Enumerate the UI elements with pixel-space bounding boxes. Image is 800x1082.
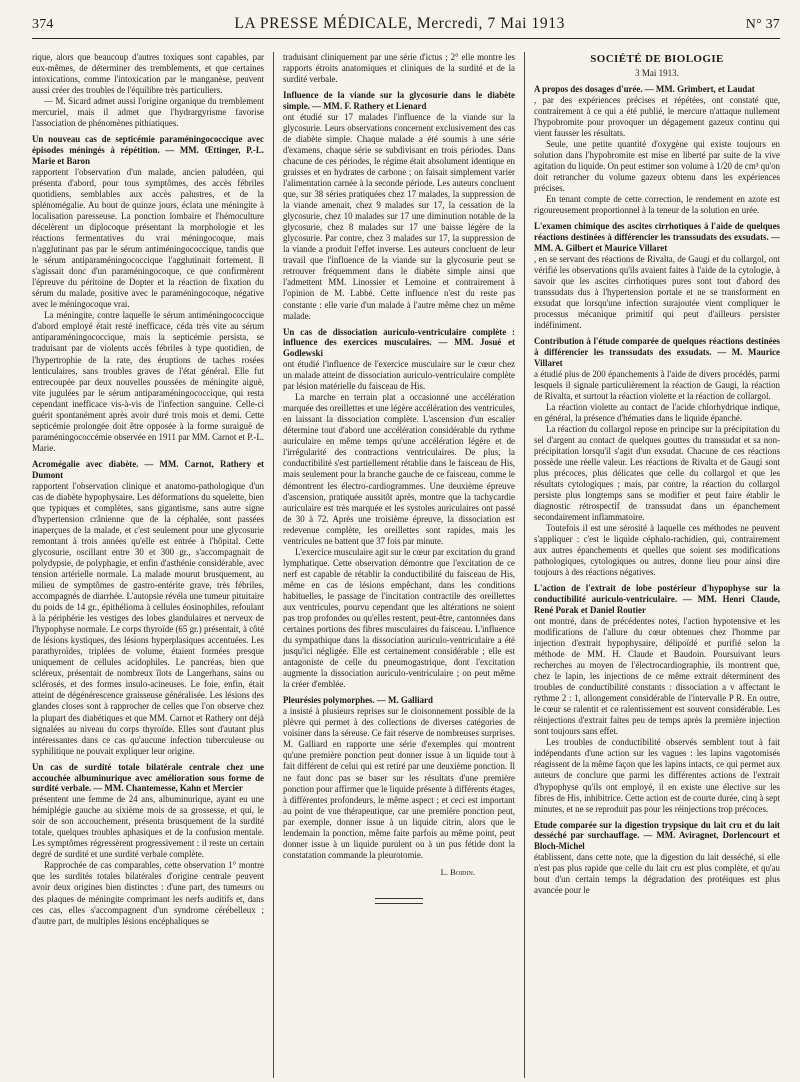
article-heading: Influence de la viande sur la glycosurie dans le diabète simple. — MM. F. Rathery et Lienard	[283, 90, 515, 111]
paragraph: présentent une femme de 24 ans, albuminurique, ayant eu une hémiplégie gauche au sixième mois de sa grossesse, et qui, le soir de son accouchement, présenta brusquement de la surdité totale, quelques troubles aphasiques et de la confusion mentale. Les symptômes régressèrent progressivement : il reste un certain degré de surdité et une surdité verbale complète.	[32, 794, 264, 860]
column-3	[534, 52, 780, 1082]
section-title: SOCIÉTÉ DE BIOLOGIE	[590, 53, 724, 65]
paragraph: a insisté à plusieurs reprises sur le cloisonnement possible de la plèvre qui permet à des collections de diverses catégories de voisiner dans la séreuse. Ce fait réserve de nombreuses surprises. M. Galliard en rapporte une série d'exemples qui montrent qu'une première ponction peut donner issue à un liquide tout à fait différent de celui qui est retiré par une deuxième ponction. Il ne faut donc pas se baser sur les résultats d'une première ponction pour affirmer que le liquide présente à différents étages, à différentes profondeurs, le même aspect ; et ceci est important au point de vue thérapeutique, car une première ponction peut, par exemple, donner issue à un liquide citrin, alors que le lendemain la ponction, même faite parfois au même point, peut donner issue à un liquide purulent ou à un pus fétide dont la constatation commande la pleurotomie.	[283, 706, 515, 860]
paragraph: Rapprochée de cas comparables, cette observation 1° montre que les surdités totales bilatérales d'origine centrale peuvent avoir deux origines bien distinctes : d'une part, des tumeurs ou des plaques de méningite comprimant les nerfs auditifs et, dans ces cas, elles s'accompagnent d'un syndrome cérébelleux ; d'autre part, de multiples lésions encéphaliques se	[32, 860, 264, 926]
article-heading: Etude comparée sur la digestion trypsique du lait cru et du lait desséché par surchauffage. — MM. Aviragnet, Dorlencourt et Bloch-Michel	[534, 819, 780, 852]
paragraph: — M. Sicard admet aussi l'origine organique du tremblement mercuriel, mais il admet que l'hydrargyrisme favorise l'association de phénomènes pithiatiques.	[32, 96, 264, 129]
article-heading: A propos des dosages d'urée. — MM. Grimbert, et Laudat	[534, 84, 755, 95]
paragraph: L'exercice musculaire agit sur le cœur par excitation du grand lymphatique. Cette observation démontre que l'excitation de ce nerf est capable de rétablir la conductibilité du faisceau de His, même en cas de lésions empêchant, dans les conditions habituelles, le passage de l'incitation contractile des oreillettes aux ventricules, pourvu cependant que les altérations ne soient pas trop profondes ou qu'elles restent, peut-être, cantonnées dans certaines portions des fibres musculaires du faisceau. L'influence du sympathique dans la dissociation auriculo-ventriculaire a été jusqu'ici négligée. Elle est certainement considérable ; elle est antagoniste de celle du pneumogastrique, dont l'excitation augmente la dissociation auriculo-ventriculaire ; on peut même la créer d'emblée.	[283, 546, 515, 690]
page-header	[32, 15, 780, 39]
column-2	[283, 52, 515, 1082]
paragraph: La réaction du collargol repose en principe sur la précipitation du sel d'argent au contact de quelques gouttes du transsudat et sa non-précipitation lorsqu'il s'agit d'un exsudat. Chacune de ces réactions possède une réelle valeur. Les réactions de Rivalta et de Gaugi sont plus précoces, plus délicates que celle du collargol et que les résultats cytologiques ; mais, par contre, la réaction du collargol persiste plus longtemps sans se modifier et peut faire établir le diagnostic rétrospectif de transsudat dans un épanchement secondairement inflammatoire.	[534, 423, 780, 523]
paragraph: Seule, une petite quantité d'oxygène qui existe toujours en solution dans l'hypobromite est mise en liberté par suite de la vive agitation du liquide. On peut estimer son volume à 1/20 de cm³ qu'on doit retrancher du volume gazeux obtenu dans les expériences précises.	[534, 139, 780, 194]
paragraph: établissent, dans cette note, que la digestion du lait desséché, si elle n'est pas plus rapide que celle du lait cru est plus complète, et qu'au bout d'un certain temps la dégradation des protéiques est plus avancée pour le	[534, 852, 780, 896]
article-heading: Pleurésies polymorphes. — M. Galliard	[283, 695, 433, 706]
section-ornament	[375, 898, 423, 904]
paragraph: Toutefois il est une sérosité à laquelle ces méthodes ne peuvent s'appliquer : c'est le liquide céphalo-rachidien, qui, contrairement aux autres épanchements et quelles que soient ses modifications pathologiques, cytologiques ou autres, donne lieu pour ainsi dire toujours à des réactions négatives.	[534, 523, 780, 578]
article-heading: L'examen chimique des ascites cirrhotiques à l'aide de quelques réactions destinées à différencier les transsudats des exsudats. — MM. A. Gilbert et Maurice Villaret	[534, 221, 780, 253]
paragraph: rapportent l'observation clinique et anatomo-pathologique d'un cas de diabète hypophysaire. Les déformations du squelette, bien que typiques et complètes, sans gigantisme, sans autre signe d'hypertension crânienne que de la céphalée, sont passées inaperçues de la malade, et c'est seulement pour une glycosurie remontant à trois années qu'elle est entrée à l'hôpital. Cette glycosurie, oscillant entre 30 et 300 gr., s'accompagnait de polydypsie, de polyphagie, et enfin d'asthénie considérable, avec tension artérielle normale. La malade mourut brusquement, au milieu de symptômes de gastro-entérite grave, très fébriles, accompagnés de diarrhée. L'autopsie révéla une tumeur pituitaire du poids de 14 gr., épithélioma à cellules éosinophiles, refoulant à la périphérie les vestiges des lobes glandulaires et nerveux de l'hypophyse normale. Le corps thyroïde (65 gr.) présentait, à côté de lésions kystiques, des lésions hyperplasiques accentuées. Les parathyroïdes, triplées de volume, étaient formées presque uniquement de cellules acidophiles. Le pancréas, bien que scléreux, présentait de nombreux îlots de Langerhans, sains ou sclérosés, et des formes insulo-acineuses. Le foie, enfin, était atteint de dégénérescence graisseuse généralisée. Les lésions des glandes closes sont à rapprocher de celles que l'on observe chez la plupart des diabétiques et que MM. Carnot et Rathery ont déjà signalées au niveau du corps thyroïde. Elles sont d'autant plus intéressantes dans ce cas qu'aucune infection tuberculeuse ou syphilitique ne pouvait expliquer leur origine.	[32, 480, 264, 756]
paragraph: , par des expériences précises et répétées, ont constaté que, contrairement à ce qui a été publié, le mercure n'attaque nullement l'hypobromite pour provoquer un dégagement gazeux continu qui vient fausser les résultats.	[534, 94, 780, 139]
article-heading: Un nouveau cas de septicémie paraméningococcique avec épisodes méningés à répétition. — MM. Œttinger, P.-L. Marie et Baron	[32, 134, 264, 166]
paragraph: ont étudié sur 17 malades l'influence de la viande sur la glycosurie. Leurs observations concernent exclusivement des cas de diabète simple. Chaque malade a été soumis à une série d'examens, chaque série se subdivisant en trois périodes. Dans chacune de ces périodes, le régime était absolument identique en graisses et en hydrates de carbone ; on faisait simplement varier l'alimentation carnée à la seconde période. Les auteurs concluent que, sur 38 séries pratiquées chez 17 malades, la suppression de la viande amenait, chez 9 malades sur 17, la cessation de la glycosurie, chez 10 malades sur 17 une diminution notable de la glycosurie, chez 8 malades sur 17 une baisse légère de la glycosurie. Par contre, chez 3 malades sur 17, la suppression de la viande a produit l'effet inverse. Les auteurs concluent de leur travail que l'influence de la viande sur la glycosurie peut se retrouver fréquemment dans le diabète simple ainsi que l'admettent MM. Linossier et Lemoine et contrairement à l'opinion de M. Labbé. Cette influence n'est du reste pas constante : elle varie d'un malade à l'autre même chez un même malade.	[283, 111, 515, 321]
article-heading: Contribution à l'étude comparée de quelques réactions destinées à différencier les transsudats des exsudats. — M. Maurice Villaret	[534, 336, 780, 368]
session-date: 3 Mai 1913.	[635, 68, 679, 79]
column-1	[32, 52, 264, 1082]
paragraph: La réaction violette au contact de l'acide chlorhydrique indique, en général, la présence d'hématies dans le liquide épanché.	[534, 401, 780, 423]
paragraph: En tenant compte de cette correction, le rendement en azote est rigoureusement proportionnel à la teneur de la solution en urée.	[534, 194, 780, 216]
paragraph: ont étudié l'influence de l'exercice musculaire sur le cœur chez un malade atteint de dissociation auriculo-ventriculaire complète par lésion matérielle du faisceau de His.	[283, 359, 515, 392]
paragraph: ont montré, dans de précédentes notes, l'action hypotensive et les modifications de l'allure du cœur obtenues chez l'homme par injection d'extrait hypophysaire, délipoïdé et purifié selon la méthode de MM. H. Claude et Baudoin. Poursuivant leurs recherches au moyen de l'électrocardiographie, ils montrent que, chez le lapin, les injections de ce même extrait déterminent des troubles de conductibilité constants : dissociation a v affectant le rythme 2 : 1, allongement considérable de l'intervalle P R. En outre, le cœur se ralentit et ce ralentissement est souvent considérable. Les réinjections d'extrait faites peu de temps après la première injection sont toujours sans effet.	[534, 615, 780, 737]
paragraph: , en se servant des réactions de Rivalta, de Gaugi et du collargol, ont vérifié les observations qu'ils avaient faites à l'aide de la cytologie, à savoir que les ascites cirrhotiques pures sont tout d'abord des transsudats dus à l'hypertension portale et ne se transforment en exsudat que lorsqu'une infection surajoutée vient compliquer le processus mécanique primitif qui peut d'ailleurs persister indéfiniment.	[534, 253, 780, 331]
paragraph: Les troubles de conductibilité observés semblent tout à fait indépendants d'une action sur les vagues : les lapins vagotomisés réagissent de la même façon que les lapins intacts, ce qui permet aux auteurs de conclure que parmi les différentes actions de l'extrait d'hypophyse qu'ils ont employé, il en existe une élective sur les fibres de His, inhibitrice. Cette action est de courte durée, cinq à sept minutes, et ne se reproduit pas pour les réinjections trop précoces.	[534, 737, 780, 814]
journal-title: LA PRESSE MÉDICALE, Mercredi, 7 Mai 1913	[234, 15, 565, 32]
article-heading: L'action de l'extrait de lobe postérieur d'hypophyse sur la conductibilité auriculo-ventriculaire. — MM. Henri Claude, René Porak et Daniel Routier	[534, 583, 780, 615]
paragraph: La méningite, contre laquelle le sérum antiméningococcique d'abord employé était resté inefficace, céda très vite au sérum antiparaméningococcique, mais la septicémie persista, se traduisant par de violents accès fébriles à type quotidien, de l'hypertrophie de la rate, des éruptions de taches rosées lenticulaires, sans troubles graves de l'état général. Elle fut entrecoupée par deux nouvelles poussées de méningite aiguë, vite jugulées par le sérum antiparaméningococcique, qui resta cependant inefficace vis-à-vis de l'infection sanguine. Celle-ci guérit spontanément après avoir duré trois mois et demi. Cette septicémie prolongée doit être opposée à la forme suraiguë de paraméningococcémie observée en 1911 par MM. Carnot et P.-L. Marie.	[32, 310, 264, 453]
article-heading: Un cas de dissociation auriculo-ventriculaire complète : influence des exercices musculaires. — MM. Josué et Godlewski	[283, 326, 515, 359]
paragraph: La marche en terrain plat a occasionné une accélération marquée des oreillettes et une légère accélération des ventricules, en laissant la dissociation complète. L'ascension d'un escalier détermine tout d'abord une accélération considérable du rythme auriculaire en même temps qu'une accélération légère et de l'irrégularité des contractions ventriculaires. De plus, la conductibilité s'est partiellement rétablie dans le faisceau de His, mais seulement pour la branche gauche de ce faisceau, comme le démontrent les électro-cardiogrammes. Une deuxième épreuve d'ascension, pratiquée aussitôt après, montre que la tachycardie auriculaire est très marquée et les systoles auriculaires ont passé de 30 à 72. Après une troisième épreuve, la dissociation est redevenue complète, les oreillettes sont rapides, mais les ventricules ne battent que 37 fois par minute.	[283, 392, 515, 546]
paragraph: traduisant cliniquement par une série d'ictus ; 2° elle montre les rapports étroits anatomiques et cliniques de la surdité et de la surdité verbale.	[283, 52, 515, 85]
article-heading: Acromégalie avec diabète. — MM. Carnot, Rathery et Dumont	[32, 458, 264, 480]
paragraph: a étudié plus de 200 épanchements à l'aide de divers procédés, parmi lesquels il signale particulièrement la réaction de Gaugi, la réaction de Rivalta, et surtout la réaction violette et la réaction de collargol.	[534, 368, 780, 401]
signature: L. Boidin.	[440, 866, 475, 877]
page-number: 374	[32, 17, 54, 32]
paragraph: rique, alors que beaucoup d'autres toxiques sont capables, par eux-mêmes, de déterminer des tremblements, et que certaines intoxications, comme l'intoxication par le manganèse, peuvent aussi créer des troubles de l'équilibre très particuliers.	[32, 52, 264, 96]
article-heading: Un cas de surdité totale bilatérale centrale chez une accouchée albuminurique avec amélioration sous forme de surdité verbale. — MM. Chantemesse, Kahn et Mercier	[32, 761, 264, 794]
issue-number: N° 37	[745, 17, 780, 32]
paragraph: rapportent l'observation d'un malade, ancien paludéen, qui présenta d'abord, pour tous symptômes, des accès fébriles quotidiens, semblables aux accès palustres, et de la splénomégalie. Au bout de quinze jours, éclata une méningite à localisation paresseuse. La ponction lombaire et l'hémoculture décelèrent un diplocoque présentant la morphologie et les réactions fermentatives du vrai méningocoque, mais n'agglutinant pas par le sérum antiméningococcique, tandis que le sérum antiparaméningococcique l'agglutinait fortement. Il s'agissait donc d'un paraméningocoque, ce que confirmèrent l'épreuve du péritoine de Dopter et la réaction de fixation du sérum du malade, positive avec le paraméningocoque, négative avec le méningocoque vrai.	[32, 166, 264, 310]
